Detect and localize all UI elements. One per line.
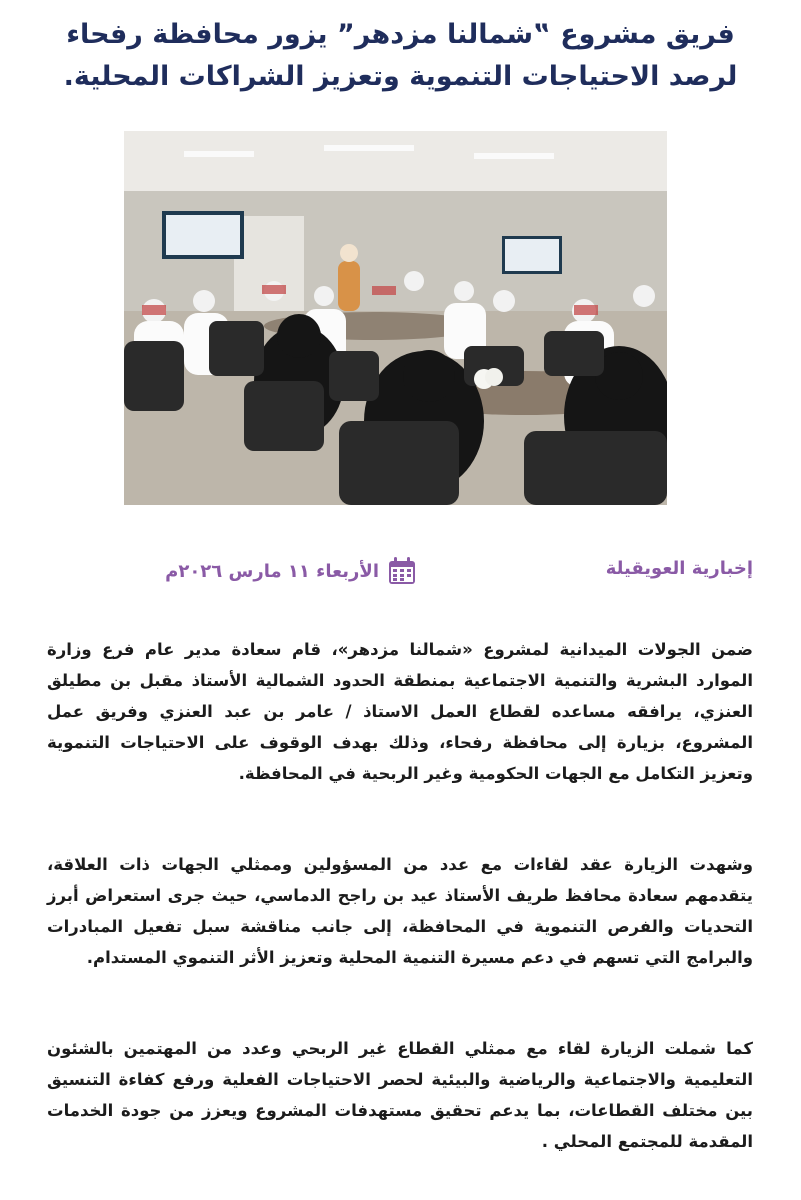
article-photo [124, 131, 667, 505]
article-meta [40, 556, 753, 590]
article-paragraph-1: ضمن الجولات الميدانية لمشروع «شمالنا مزدهر»، قام سعادة مدير عام فرع وزارة الموارد البشرية والتنمية الاجتماعية بمنطقة الحدود الشمالية الأستاذ مقبل بن مطيلق العنزي، يرافقه مساعده لقطاع العمل الاستاذ / عامر بن عبد العنزي وفريق عمل المشروع، بزيارة إلى محافظة رفحاء، وذلك بهدف الوقوف على الاحتياجات التنموية وتعزيز التكامل مع الجهات الحكومية وغير الربحية في المحافظة. [47, 640, 753, 783]
date-text: الأربعاء ١١ مارس ٢٠٢٦م [165, 560, 379, 582]
news-source[interactable]: إخبارية العويقيلة [605, 558, 753, 579]
article-paragraph-3: كما شملت الزيارة لقاء مع ممثلي القطاع غير الربحي وعدد من المهتمين بالشئون التعليمية والاجتماعية والرياضية والبيئية لحصر الاحتياجات الفعلية ورفع كفاءة التنسيق بين مختلف القطاعات، بما يدعم تحقيق مستهدفات المشروع ويعزز من جودة الخدمات المقدمة للمجتمع المحلي . [47, 1039, 753, 1151]
calendar-icon [387, 556, 417, 586]
article-paragraph-2: وشهدت الزيارة عقد لقاءات مع عدد من المسؤولين وممثلي الجهات ذات العلاقة، يتقدمهم سعادة محافظ طريف الأستاذ عيد بن راجح الدماسي، حيث جرى استعراض أبرز التحديات والفرص التنموية في المحافظة، إلى جانب مناقشة سبل تفعيل المبادرات والبرامج التي تسهم في دعم مسيرة التنمية المحلية وتعزيز الأثر التنموي المستدام. [47, 855, 753, 967]
meeting-photo-icon [124, 131, 667, 505]
article-date [165, 556, 417, 586]
article-headline: فريق مشروع ‟شمالنا مزدهر” يزور محافظة رفحاء لرصد الاحتياجات التنموية وتعزيز الشراكات المحلية. [63, 19, 738, 92]
